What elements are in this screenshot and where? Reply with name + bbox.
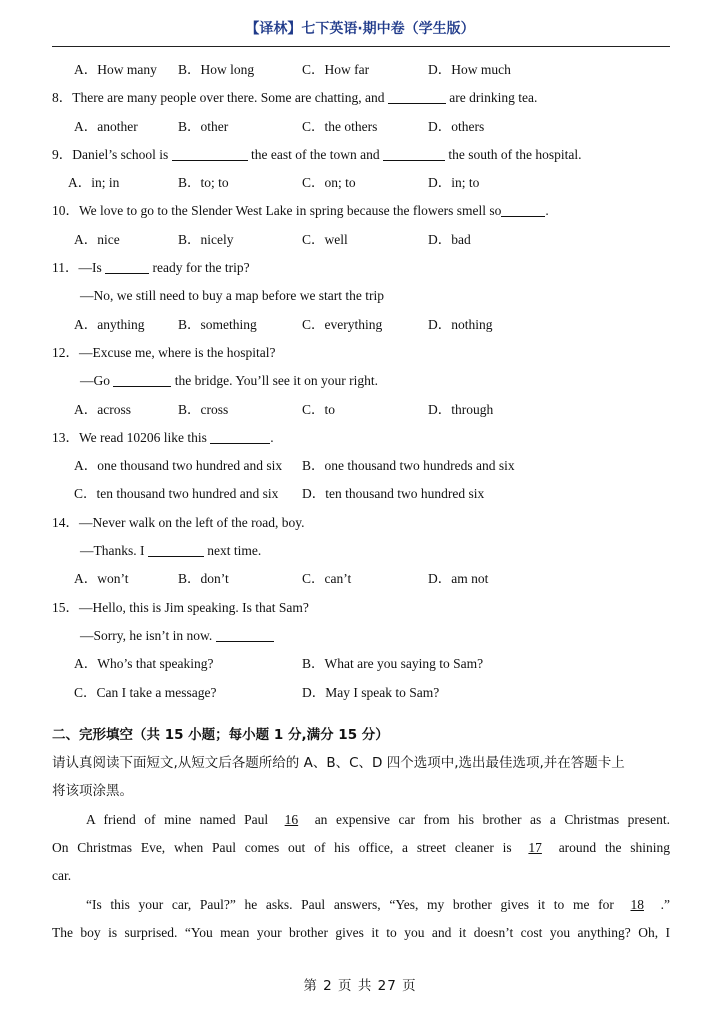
header-rule [52, 46, 670, 47]
q10-options [52, 226, 670, 254]
q8-stem: 8．There are many people over there. Some are chatting, and are drinking tea. [52, 90, 538, 106]
q12-option-c: C．to [302, 401, 336, 417]
q7-option-a: A．How many [74, 62, 157, 77]
q13-option-c: C．ten thousand two hundred and six [74, 486, 279, 502]
q13-options-cd [52, 480, 670, 508]
q9-stem: 9．Daniel’s school is the east of the town and the south of the hospital. [52, 146, 582, 162]
q15-options-ab [52, 650, 670, 678]
q15-options-cd [52, 679, 670, 707]
answer-blank [210, 429, 270, 444]
q13-options-ab [52, 452, 670, 480]
q10-option-a: A．nice [74, 231, 120, 247]
q12-option-d: D．through [428, 401, 494, 417]
q7-option-d: D．How much [428, 62, 511, 77]
q12-option-a: A．across [74, 401, 131, 417]
q13-stem: 13．We read 10206 like this . [52, 429, 274, 445]
answer-blank [105, 259, 149, 274]
q9-option-d: D．in; to [428, 175, 480, 191]
section-2-instructions-line2: 将该项涂黑。 [52, 783, 133, 800]
page-header: 【译林】七下英语·期中卷（学生版） [245, 21, 475, 37]
q15-option-a: A．Who’s that speaking? [74, 656, 214, 672]
q15-stem: 15．—Hello, this is Jim speaking. Is that Sam? [52, 599, 309, 615]
section-2-title: 二、完形填空（共 15 小题；每小题 1 分,满分 15 分） [52, 726, 389, 743]
q7-option-b: B．How long [178, 62, 255, 77]
q7-option-c: C．How far [302, 62, 370, 77]
q13-option-a: A．one thousand two hundred and six [74, 458, 283, 474]
answer-blank [383, 146, 445, 161]
q9-option-a: A．in; in [68, 175, 120, 191]
q9-options [52, 169, 670, 197]
passage-line-5: The boy is surprised. “You mean your brother gives it to you and it doesn’t cost you anything? Oh, I [52, 924, 670, 940]
passage-line-2: On Christmas Eve, when Paul comes out of his office, a street cleaner is 17 around the shining [52, 840, 670, 856]
q14-options [52, 565, 670, 593]
q8-option-d: D．others [428, 118, 485, 134]
q11-option-d: D．nothing [428, 316, 493, 332]
q11-option-c: C．everything [302, 316, 383, 332]
q10-option-b: B．nicely [178, 231, 234, 247]
q8-option-a: A．another [74, 118, 138, 134]
answer-blank [172, 146, 248, 161]
q10-option-c: C．well [302, 231, 348, 247]
document-body [52, 56, 670, 947]
q15-option-b: B．What are you saying to Sam? [302, 656, 484, 672]
q11-stem: 11．—Is ready for the trip? [52, 260, 250, 276]
answer-blank [148, 542, 204, 557]
q11-option-a: A．anything [74, 316, 145, 332]
q14-option-c: C．can’t [302, 571, 352, 587]
q9-option-b: B．to; to [178, 175, 229, 191]
cloze-blank-18: 18 [630, 896, 644, 912]
answer-blank [113, 372, 171, 387]
section-2-instructions-line1: 请认真阅读下面短文,从短文后各题所给的 A、B、C、D 四个选项中,选出最佳选项,并在答题卡上 [52, 755, 625, 772]
answer-blank [388, 89, 446, 104]
q11-options [52, 311, 670, 339]
q12-stem: 12．—Excuse me, where is the hospital? [52, 344, 276, 360]
q8-options [52, 113, 670, 141]
passage-line-3: car. [52, 868, 72, 884]
q15-reply: —Sorry, he isn’t in now. [52, 622, 670, 650]
passage-line-1: A friend of mine named Paul 16 an expensive car from his brother as a Christmas present. [86, 811, 670, 827]
answer-blank [216, 627, 274, 642]
q13-option-b: B．one thousand two hundreds and six [302, 458, 515, 474]
q15-option-d: D．May I speak to Sam? [302, 684, 440, 700]
q13-option-d: D．ten thousand two hundred six [302, 486, 485, 502]
answer-blank [501, 202, 545, 217]
q7-options [52, 56, 670, 84]
q12-reply: —Go the bridge. You’ll see it on your right. [80, 373, 378, 389]
cloze-blank-16: 16 [284, 811, 299, 827]
q14-option-a: A．won’t [74, 571, 129, 587]
q14-reply: —Thanks. I next time. [80, 543, 262, 559]
q14-stem: 14．—Never walk on the left of the road, boy. [52, 514, 305, 530]
q9-option-c: C．on; to [302, 175, 356, 191]
q8-option-b: B．other [178, 118, 229, 134]
q15-option-c: C．Can I take a message? [74, 684, 217, 700]
q14-option-d: D．am not [428, 571, 489, 587]
q12-option-b: B．cross [178, 401, 229, 417]
q11-option-b: B．something [178, 316, 257, 332]
q14-option-b: B．don’t [178, 571, 229, 587]
q12-options [52, 396, 670, 424]
q10-stem: 10．We love to go to the Slender West Lake in spring because the flowers smell so . [52, 203, 549, 219]
cloze-blank-17: 17 [528, 840, 542, 856]
passage-line-4: “Is this your car, Paul?” he asks. Paul answers, “Yes, my brother gives it to me for 18 .” [86, 896, 671, 912]
q11-reply: —No, we still need to buy a map before we start the trip [80, 288, 385, 304]
q8-option-c: C．the others [302, 118, 378, 134]
q10-option-d: D．bad [428, 231, 471, 247]
page-footer: 第 2 页 共 27 页 [303, 978, 417, 994]
